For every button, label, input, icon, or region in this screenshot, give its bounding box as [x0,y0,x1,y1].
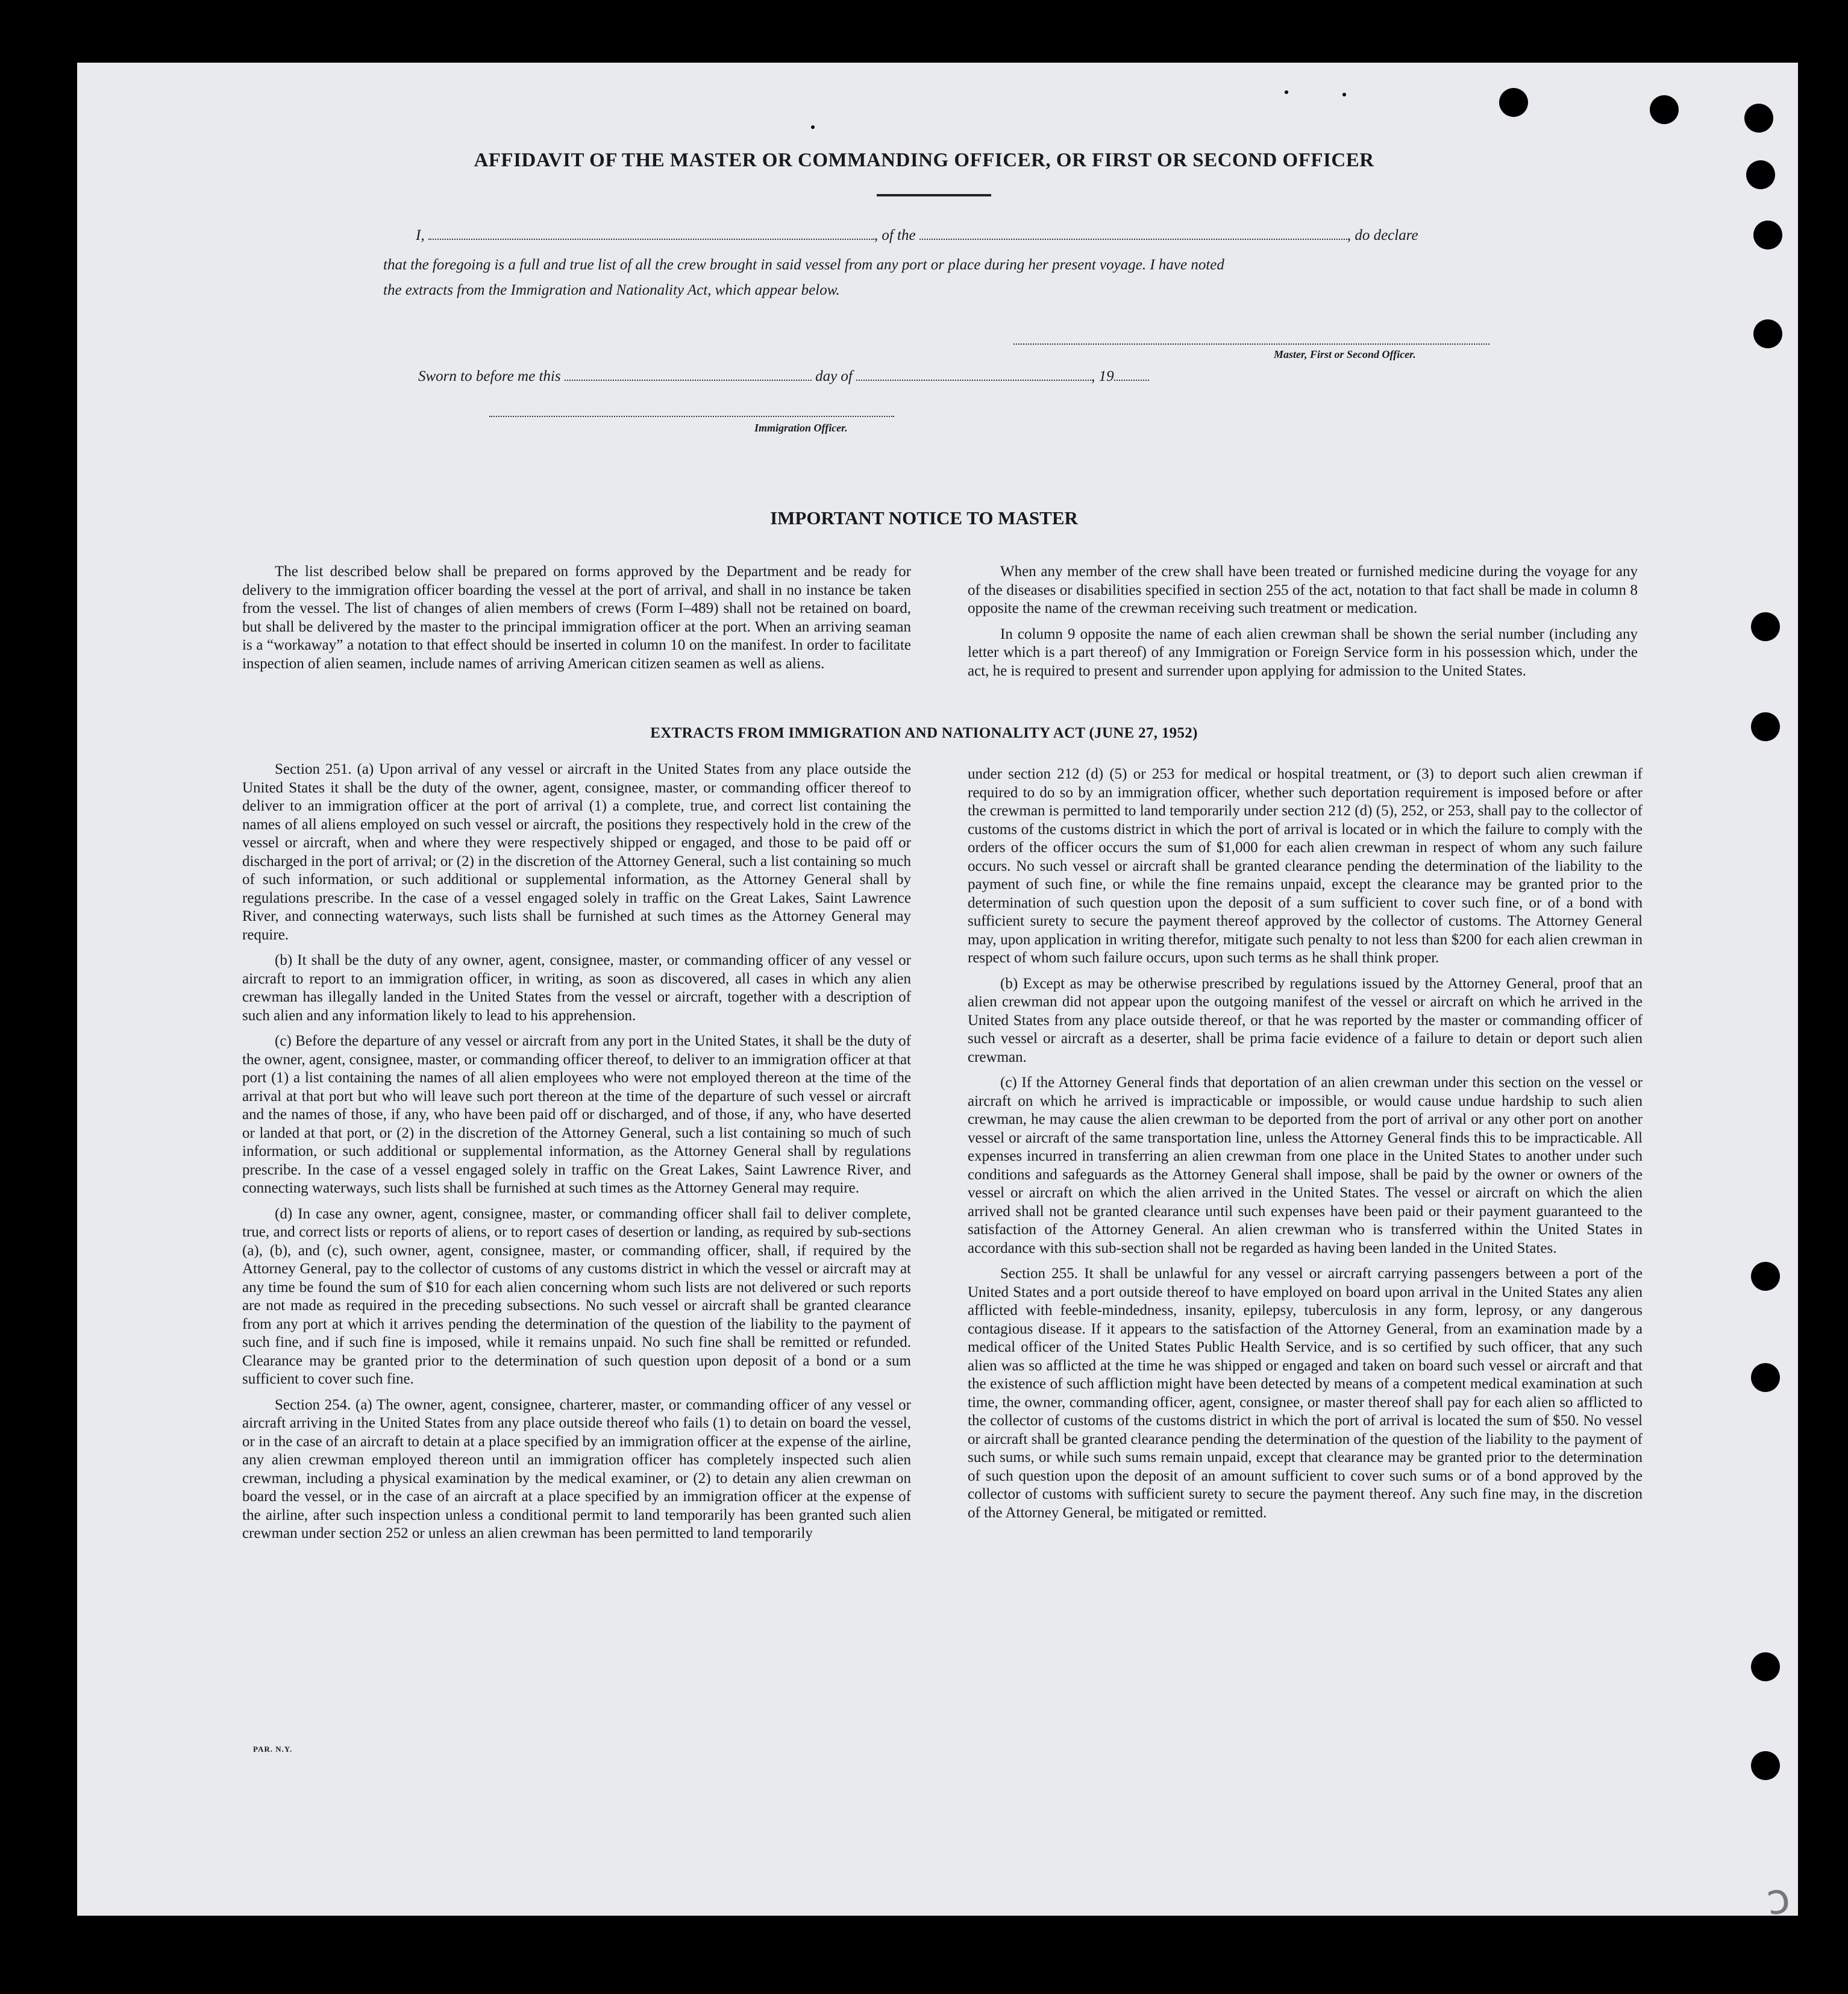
section-paragraph: (d) In case any owner, agent, consignee, master, or commanding officer shall fail to deliver complete, true, and correct lists or reports of aliens, or to report cases of desertion or landing, as required by sub-sections (a), (b), and (c), such owner, agent, consignee, master, or commanding officer, shall, if required by the Attorney General, pay to the collector of customs of any customs district in which the vessel or aircraft may at any time be found the sum of $10 for each alien concerning whom such lists are not delivered or such reports are not made as required in the preceding subsections. No such vessel or aircraft shall be granted clearance from any port at which it arrives pending the determination of the question of the liability to the payment of such fine, and if such fine is imposed, while it remains unpaid. No such fine shall be remitted or refunded. Clearance may be granted prior to the determination of such question upon deposit of a bond or a sum sufficient to cover such fine. [242,1205,911,1387]
notice-right-column [968,563,1638,688]
handwritten-mark: ɔ [1763,1872,1793,1925]
name-field[interactable] [428,227,874,240]
sworn-year-field[interactable] [1114,368,1149,381]
do-declare-label: , do declare [1347,227,1418,243]
declaration-line-2: the extracts from the Immigration and Nationality Act, which appear below. [383,282,840,298]
notice-paragraph: When any member of the crew shall have been treated or furnished medicine during the voyage for any of the diseases or disabilities specified in section 255 of the act, notation to that fact shall be made in column 8 opposite the name of the crewman receiving such treatment or medication. [968,563,1638,616]
notice-left-column [242,563,911,680]
sworn-line [418,368,1149,385]
punch-hole [1499,88,1528,117]
year-label: , 19 [1091,368,1114,384]
declaration-line-1: that the foregoing is a full and true list of all the crew brought in said vessel from any port or place during her present voyage. I have noted [383,257,1224,273]
section-paragraph: (b) Except as may be otherwise prescribed by regulations issued by the Attorney General, proof that an alien crewman did not appear upon the outgoing manifest of the vessel or aircraft on which he arrived in the United States from any place outside thereof, or that he was reported by the master or commanding officer of such vessel or aircraft as a deserter, shall be prima facie evidence of a failure to detain or deport such alien crewman. [968,975,1643,1065]
section-paragraph: Section 251. (a) Upon arrival of any vessel or aircraft in the United States from any place outside the United States it shall be the duty of the owner, agent, consignee, master, or commanding officer thereof to deliver to an immigration officer at the port of arrival (1) a complete, true, and correct list containing the names of all aliens employed on such vessel or aircraft, the positions they respectively hold in the crew of the vessel or aircraft, when and where they were respectively shipped or engaged, and those to be paid off or discharged in the port of arrival; or (2) in the discretion of the Attorney General, such a list containing so much of such information, or such additional or supplemental information, as the Attorney General shall by regulations prescribe. In the case of a vessel engaged solely in traffic on the Great Lakes, Saint Lawrence River, and connecting waterways, such lists shall be furnished at such times as the Attorney General may require. [242,761,911,943]
master-caption: Master, First or Second Officer. [1274,348,1416,360]
punch-hole [1753,221,1782,249]
declarant-line [416,227,1418,244]
printer-mark: PAR. N.Y. [253,1745,293,1754]
i-label: I, [416,227,425,243]
punch-hole [1744,104,1773,133]
section-paragraph: (b) It shall be the duty of any owner, agent, consignee, master, or commanding officer of any vessel or aircraft to report to an immigration officer, in writing, as soon as discovered, all cases in which any alien crewman has illegally landed in the United States from the vessel or aircraft, together with a description of such alien and any information likely to lead to his apprehension. [242,952,911,1024]
officer-caption: Immigration Officer. [754,422,848,434]
sworn-label: Sworn to before me this [418,368,561,384]
punch-hole [1751,1751,1780,1780]
section-paragraph: Section 254. (a) The owner, agent, consignee, charterer, master, or commanding officer of any vessel or aircraft arriving in the United States from any place outside thereof who fails (1) to detain on board the vessel, or in the case of an aircraft to detain at a place specified by an immigration officer at the expense of the airline, any alien crewman employed thereon until an immigration officer has completely inspected such alien crewman, including a physical examination by the medical examiner, or (2) to detain any alien crewman on board the vessel, or in the case of an aircraft at a place specified by an immigration officer at the expense of the airline, after such inspection unless a conditional permit to land temporarily has been granted such alien crewman under section 252 or unless an alien crewman has been permitted to land temporarily [242,1396,911,1541]
speck [811,125,815,129]
punch-hole [1751,612,1780,641]
section-paragraph: Section 255. It shall be unlawful for any vessel or aircraft carrying passengers between a port of the United States and a port outside thereof to have employed on board upon arrival in the United States any alien afflicted with feeble-mindedness, insanity, epilepsy, tuberculosis in any form, leprosy, or any dangerous contagious disease. If it appears to the satisfaction of the Attorney General, from an examination made by a medical officer of the United States Public Health Service, and is so certified by such officer, that any such alien was so afflicted at the time he was shipped or engaged and taken on board such vessel or aircraft and that the existence of such affliction might have been detected by means of a competent medical examination at such time, the owner, commanding officer, agent, consignee, or master thereof shall pay for each alien so afflicted to the collector of customs of the customs district in which the port of arrival is located the sum of $50. No vessel or aircraft shall be granted clearance pending the determination of the question of the liability to the payment of such sums, or while such sums remain unpaid, except that clearance may be granted prior to the determination of such question upon the deposit of an amount sufficient to cover such sums or of a bond approved by the collector of customs with sufficient surety to secure the payment thereof. Any such fine may, in the discretion of the Attorney General, be mitigated or remitted. [968,1265,1643,1521]
speck [1285,90,1288,94]
of-the-label: , of the [874,227,916,243]
section-paragraph: under section 212 (d) (5) or 253 for medical or hospital treatment, or (3) to deport such alien crewman if required to do so by an immigration officer, whether such deportation requirement is imposed before or after the crewman is permitted to land temporarily under section 212 (d) (5), 252, or 253, shall pay to the collector of customs of the customs district in which the port of arrival is located or in which the failure to comply with the orders of the officer occurs the sum of $1,000 for each alien crewman in respect of whom any such failure occurs. No such vessel or aircraft shall be granted clearance pending the determination of the liability to the payment of such fine, or while the fine remains unpaid, except the clearance may be granted prior to the determination of such question upon the deposit of a sum sufficient to cover such fine, or of a bond with sufficient surety to secure the payment thereof approved by the collector of customs. The Attorney General may, upon application in writing therefor, mitigate such penalty to not less than $200 for each alien crewman in respect of whom such failure occurs, upon such terms as he shall think proper. [968,766,1643,966]
punch-hole [1751,1262,1780,1291]
master-signature-line[interactable] [1013,343,1489,345]
extracts-right-column [968,765,1643,1529]
extracts-left-column [242,760,911,1550]
affidavit-title: AFFIDAVIT OF THE MASTER OR COMMANDING OFFICER, OR FIRST OR SECOND OFFICER [474,149,1374,171]
vessel-field[interactable] [919,227,1347,240]
sworn-month-field[interactable] [856,368,1091,381]
notice-paragraph: The list described below shall be prepared on forms approved by the Department and be ready for delivery to the immigration officer boarding the vessel at the port of arrival, and shall in no instance be taken from the vessel. The list of changes of alien members of crews (Form I–489) shall not be retained on board, but shall be delivered by the master to the principal immigration officer at the port. When an arriving seaman is a “workaway” a notation to that effect should be inserted in column 10 on the manifest. In order to facilitate inspection of alien seamen, include names of arriving American citizen seamen as well as aliens. [242,563,911,672]
punch-hole [1751,1652,1780,1681]
title-rule [877,194,991,196]
punch-hole [1751,1363,1780,1392]
officer-signature-line[interactable] [489,416,894,417]
punch-hole [1753,319,1782,348]
section-paragraph: (c) Before the departure of any vessel or aircraft from any port in the United States, it shall be the duty of the owner, agent, consignee, master, or commanding officer thereof, to deliver to an immigration officer at that port (1) a list containing the names of all alien employees who were not employed thereon at the time of the arrival at that port but who will leave such port thereon at the time of the departure of such vessel or aircraft and the names of those, if any, who have been paid off or discharged, and of those, if any, who have deserted or landed at that port, or (2) in the discretion of the Attorney General, such a list containing so much of such information, or such additional or supplemental information, as the Attorney General shall by regulations prescribe. In the case of a vessel engaged solely in traffic on the Great Lakes, Saint Lawrence River, and connecting waterways, such lists shall be furnished at such times as the Attorney General may require. [242,1033,911,1196]
speck [1342,93,1346,96]
extracts-title: EXTRACTS FROM IMMIGRATION AND NATIONALITY ACT (JUNE 27, 1952) [650,725,1198,741]
notice-paragraph: In column 9 opposite the name of each alien crewman shall be shown the serial number (including any letter which is a part thereof) of any Immigration or Foreign Service form in his possession which, under the act, he is required to present and surrender upon applying for admission to the United States. [968,625,1638,679]
notice-title: IMPORTANT NOTICE TO MASTER [770,507,1078,528]
section-paragraph: (c) If the Attorney General finds that deportation of an alien crewman under this section on the vessel or aircraft on which he arrived is impracticable or impossible, or would cause undue hardship to such alien crewman, he may cause the alien crewman to be deported from the port of arrival or any other port on another vessel or aircraft of the same transportation line, unless the Attorney General finds this to be impracticable. All expenses incurred in transferring an alien crewman from one place in the United States to another under such conditions and safeguards as the Attorney General shall impose, shall be paid by the owner or owners of the vessel or aircraft on which the alien arrived in the United States. The vessel or aircraft on which the alien arrived shall not be granted clearance until such expenses have been paid or their payment guaranteed to the satisfaction of the Attorney General. An alien crewman who is transferred within the United States in accordance with this sub-section shall not be regarded as having been landed in the United States. [968,1074,1643,1256]
sworn-day-field[interactable] [565,368,812,381]
day-of-label: day of [815,368,853,384]
punch-hole [1650,95,1679,124]
